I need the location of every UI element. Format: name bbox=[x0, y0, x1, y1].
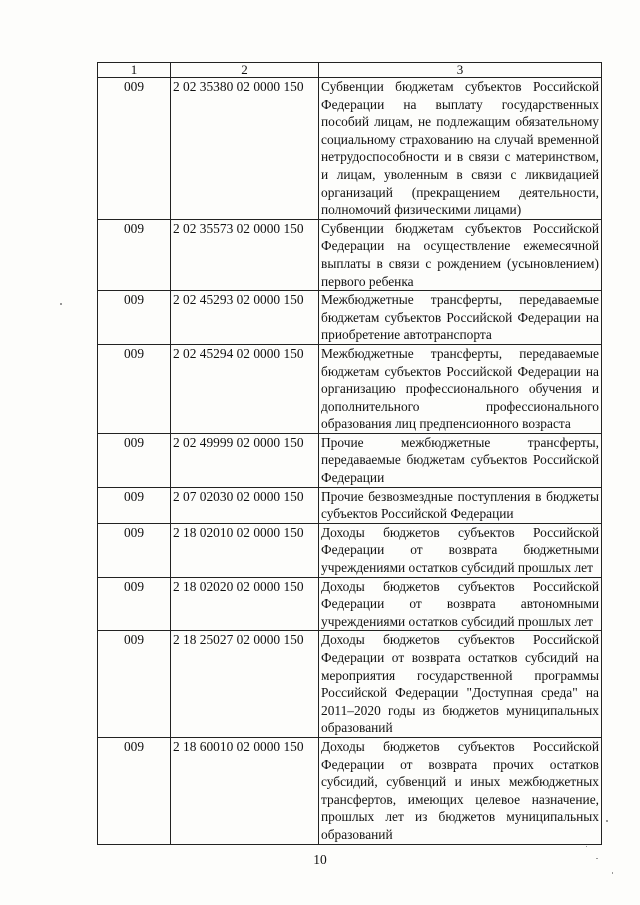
table-row bbox=[98, 737, 602, 844]
admin-code-cell: 009 bbox=[98, 631, 171, 738]
revenue-code-cell: 2 02 45294 02 0000 150 bbox=[171, 344, 319, 433]
description-cell: Доходы бюджетов субъектов Российской Федерации от возврата остатков субсидий на мероприятия государственной программы Российской Федерации "Доступная среда" на 2011–2020 годы из бюджетов муниципальных образований bbox=[319, 631, 602, 738]
scan-speck bbox=[60, 303, 62, 305]
description-cell: Межбюджетные трансферты, передаваемые бюджетам субъектов Российской Федерации на приобретение автотранспорта bbox=[319, 291, 602, 345]
scan-speck bbox=[612, 872, 613, 874]
revenue-code-cell: 2 07 02030 02 0000 150 bbox=[171, 487, 319, 523]
description-cell: Доходы бюджетов субъектов Российской Федерации от возврата прочих остатков субсидий, субвенций и иных межбюджетных трансфертов, имеющих целевое назначение, прошлых лет из бюджетов муниципальных образований bbox=[319, 737, 602, 844]
table-row bbox=[98, 631, 602, 738]
table-row bbox=[98, 219, 602, 290]
admin-code-cell: 009 bbox=[98, 523, 171, 577]
table-row bbox=[98, 433, 602, 487]
revenue-code-cell: 2 18 60010 02 0000 150 bbox=[171, 737, 319, 844]
table-row bbox=[98, 487, 602, 523]
revenue-code-cell: 2 02 35573 02 0000 150 bbox=[171, 219, 319, 290]
admin-code-cell: 009 bbox=[98, 487, 171, 523]
scan-speck bbox=[606, 820, 608, 822]
table-row bbox=[98, 291, 602, 345]
admin-code-cell: 009 bbox=[98, 78, 171, 220]
header-col-3: 3 bbox=[319, 63, 602, 78]
description-cell: Прочие межбюджетные трансферты, передаваемые бюджетам субъектов Российской Федерации bbox=[319, 433, 602, 487]
description-cell: Прочие безвозмездные поступления в бюджеты субъектов Российской Федерации bbox=[319, 487, 602, 523]
scan-speck bbox=[596, 858, 598, 859]
table-row bbox=[98, 344, 602, 433]
header-col-2: 2 bbox=[171, 63, 319, 78]
scan-speck bbox=[586, 846, 587, 847]
admin-code-cell: 009 bbox=[98, 433, 171, 487]
description-cell: Межбюджетные трансферты, передаваемые бюджетам субъектов Российской Федерации на организацию профессионального обучения и дополнительного профессионального образования лиц предпенсионного возраста bbox=[319, 344, 602, 433]
table-row bbox=[98, 523, 602, 577]
description-cell: Субвенции бюджетам субъектов Российской Федерации на выплату государственных пособий лицам, не подлежащим обязательному социальному страхованию на случай временной нетрудоспособности и в связи с материнством, и лицам, уволенным в связи с ликвидацией организаций (прекращением деятельности, полномочий физическими лицами) bbox=[319, 78, 602, 220]
revenue-code-cell: 2 02 45293 02 0000 150 bbox=[171, 291, 319, 345]
page-number: 10 bbox=[313, 852, 327, 867]
revenue-codes-table bbox=[97, 62, 602, 845]
admin-code-cell: 009 bbox=[98, 344, 171, 433]
revenue-code-cell: 2 18 25027 02 0000 150 bbox=[171, 631, 319, 738]
table-header-row bbox=[98, 63, 602, 78]
description-cell: Доходы бюджетов субъектов Российской Федерации от возврата бюджетными учреждениями остатков субсидий прошлых лет bbox=[319, 523, 602, 577]
admin-code-cell: 009 bbox=[98, 291, 171, 345]
revenue-code-cell: 2 02 49999 02 0000 150 bbox=[171, 433, 319, 487]
admin-code-cell: 009 bbox=[98, 737, 171, 844]
admin-code-cell: 009 bbox=[98, 577, 171, 631]
header-col-1: 1 bbox=[98, 63, 171, 78]
revenue-code-cell: 2 18 02010 02 0000 150 bbox=[171, 523, 319, 577]
description-cell: Субвенции бюджетам субъектов Российской Федерации на осуществление ежемесячной выплаты в связи с рождением (усыновлением) первого ребенка bbox=[319, 219, 602, 290]
admin-code-cell: 009 bbox=[98, 219, 171, 290]
description-cell: Доходы бюджетов субъектов Российской Федерации от возврата автономными учреждениями остатков субсидий прошлых лет bbox=[319, 577, 602, 631]
revenue-code-cell: 2 18 02020 02 0000 150 bbox=[171, 577, 319, 631]
table-row bbox=[98, 78, 602, 220]
revenue-code-cell: 2 02 35380 02 0000 150 bbox=[171, 78, 319, 220]
table-row bbox=[98, 577, 602, 631]
